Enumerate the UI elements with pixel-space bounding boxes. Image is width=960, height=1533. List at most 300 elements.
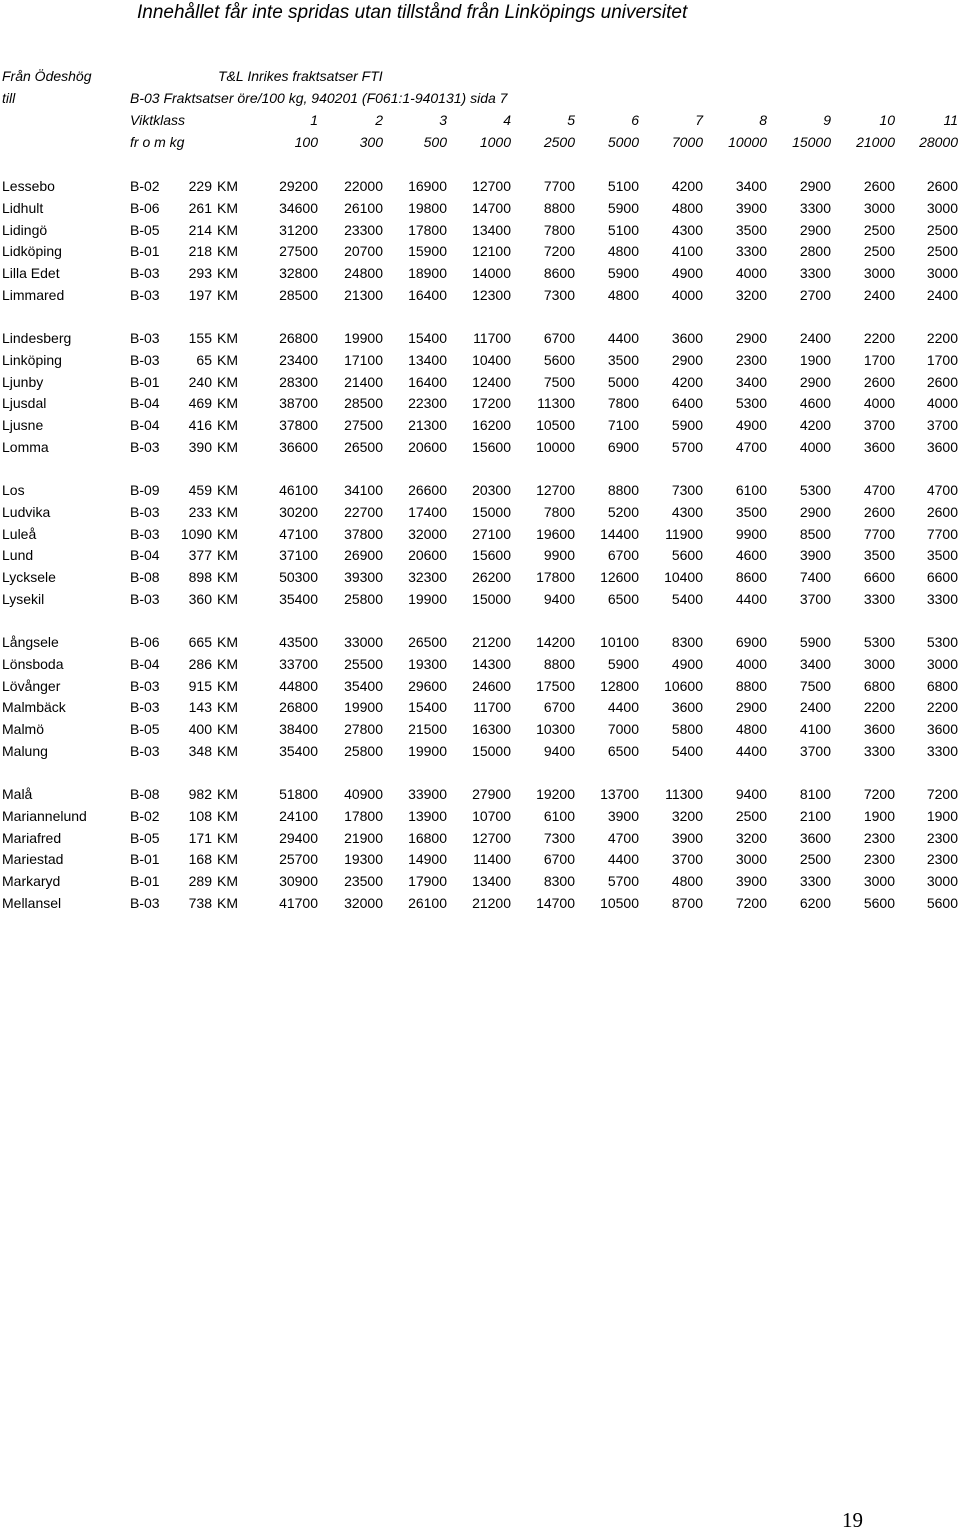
- distance-value: 233: [188, 503, 212, 520]
- destination-name: Ljusdal: [2, 395, 47, 412]
- rate-cell: 5400: [671, 590, 703, 607]
- rate-cell: 3600: [926, 438, 958, 455]
- rate-cell: 35400: [344, 677, 383, 694]
- rate-cell: 3600: [671, 699, 703, 716]
- distance-unit: KM: [217, 330, 238, 346]
- rate-cell: 2200: [863, 330, 895, 346]
- rate-cell: 2600: [863, 503, 895, 520]
- rate-cell: 3300: [926, 742, 958, 759]
- distance-unit: KM: [217, 438, 238, 455]
- rate-cell: 3000: [926, 199, 958, 216]
- rate-cell: 9400: [735, 786, 767, 802]
- destination-name: Lycksele: [2, 569, 56, 585]
- rate-cell: 8800: [607, 482, 639, 498]
- rate-cell: 2900: [735, 330, 767, 346]
- rate-cell: 25800: [344, 590, 383, 607]
- rate-cell: 5000: [607, 373, 639, 390]
- rate-cell: 2200: [863, 699, 895, 716]
- rate-cell: 5700: [671, 438, 703, 455]
- distance-unit: KM: [217, 286, 238, 303]
- rate-cell: 4700: [607, 829, 639, 846]
- class-number: 2: [375, 112, 383, 128]
- rate-cell: 2300: [735, 351, 767, 368]
- destination-name: Malå: [2, 786, 33, 802]
- distance-unit: KM: [217, 634, 238, 650]
- rate-cell: 17800: [408, 221, 447, 238]
- rate-cell: 1900: [863, 807, 895, 824]
- rate-cell: 3000: [926, 655, 958, 672]
- rate-cell: 31200: [279, 221, 318, 238]
- rate-cell: 19300: [408, 655, 447, 672]
- distance-value: 286: [188, 655, 212, 672]
- rate-cell: 2300: [863, 829, 895, 846]
- distance-unit: KM: [217, 373, 238, 390]
- rate-cell: 21400: [344, 373, 383, 390]
- distance-unit: KM: [217, 199, 238, 216]
- rate-cell: 10300: [536, 721, 575, 737]
- rate-cell: 5900: [607, 265, 639, 281]
- till-label: till: [2, 90, 16, 106]
- rate-cell: 5300: [799, 482, 831, 498]
- class-number: 6: [631, 112, 639, 128]
- destination-name: Ljusne: [2, 417, 44, 433]
- destination-name: Lövånger: [2, 677, 61, 694]
- destination-name: Mariannelund: [2, 807, 87, 824]
- rate-cell: 2900: [799, 221, 831, 238]
- zone-code: B-03: [130, 677, 160, 694]
- rate-cell: 13400: [472, 221, 511, 238]
- rate-cell: 3300: [863, 742, 895, 759]
- rate-cell: 1700: [926, 351, 958, 368]
- rate-cell: 2300: [863, 851, 895, 868]
- rate-cell: 12700: [472, 178, 511, 194]
- zone-code: B-08: [130, 786, 160, 802]
- distance-value: 214: [188, 221, 212, 238]
- distance-value: 289: [188, 873, 212, 889]
- rate-cell: 24600: [472, 677, 511, 694]
- class-number: 3: [439, 112, 447, 128]
- zone-code: B-09: [130, 482, 160, 498]
- class-number: 4: [503, 112, 511, 128]
- weight-threshold: 300: [359, 134, 383, 150]
- distance-value: 360: [188, 590, 212, 607]
- distance-unit: KM: [217, 482, 238, 498]
- rate-cell: 5800: [671, 721, 703, 737]
- weight-threshold: 500: [423, 134, 447, 150]
- rate-cell: 21300: [408, 417, 447, 433]
- rate-cell: 12600: [600, 569, 639, 585]
- rate-cell: 30900: [279, 873, 318, 889]
- rate-cell: 4700: [863, 482, 895, 498]
- rate-cell: 7500: [543, 373, 575, 390]
- rate-cell: 4100: [799, 721, 831, 737]
- rate-cell: 19900: [408, 742, 447, 759]
- rate-cell: 33000: [344, 634, 383, 650]
- rate-cell: 6600: [926, 569, 958, 585]
- rate-cell: 5900: [799, 634, 831, 650]
- destination-name: Mariestad: [2, 851, 64, 868]
- rate-cell: 11900: [665, 525, 703, 542]
- destination-name: Lessebo: [2, 178, 55, 194]
- rate-cell: 4600: [799, 395, 831, 412]
- distance-value: 915: [188, 677, 212, 694]
- rate-cell: 20600: [408, 438, 447, 455]
- distance-value: 738: [188, 894, 212, 911]
- rate-cell: 35400: [279, 590, 318, 607]
- rate-cell: 3500: [926, 547, 958, 564]
- zone-code: B-01: [130, 851, 160, 868]
- rate-cell: 18900: [408, 265, 447, 281]
- rate-cell: 51800: [279, 786, 318, 802]
- rate-cell: 17400: [408, 503, 447, 520]
- zone-code: B-02: [130, 178, 160, 194]
- rate-cell: 3900: [735, 873, 767, 889]
- rate-cell: 32800: [279, 265, 318, 281]
- rate-cell: 15400: [408, 699, 447, 716]
- rate-cell: 15600: [472, 438, 511, 455]
- zone-code: B-03: [130, 286, 160, 303]
- rate-cell: 33900: [408, 786, 447, 802]
- destination-name: Limmared: [2, 286, 65, 303]
- zone-code: B-03: [130, 351, 160, 368]
- rate-cell: 17100: [344, 351, 383, 368]
- distance-unit: KM: [217, 807, 238, 824]
- rate-cell: 15000: [472, 590, 511, 607]
- rate-cell: 4800: [671, 199, 703, 216]
- rate-cell: 7800: [543, 221, 575, 238]
- rate-cell: 3300: [799, 265, 831, 281]
- rate-cell: 2900: [671, 351, 703, 368]
- rate-cell: 11300: [537, 395, 575, 412]
- rate-cell: 7700: [543, 178, 575, 194]
- zone-code: B-01: [130, 373, 160, 390]
- rate-cell: 1900: [926, 807, 958, 824]
- distance-unit: KM: [217, 265, 238, 281]
- rate-cell: 6500: [607, 742, 639, 759]
- distance-value: 218: [188, 243, 212, 260]
- rate-cell: 4400: [607, 851, 639, 868]
- distance-value: 400: [188, 721, 212, 737]
- rate-cell: 28300: [279, 373, 318, 390]
- rate-cell: 3900: [671, 829, 703, 846]
- rate-cell: 35400: [279, 742, 318, 759]
- rate-cell: 4700: [735, 438, 767, 455]
- rate-cell: 16800: [408, 829, 447, 846]
- rate-cell: 4000: [863, 395, 895, 412]
- weight-threshold: 21000: [856, 134, 895, 150]
- rate-cell: 17900: [408, 873, 447, 889]
- rate-cell: 3500: [735, 503, 767, 520]
- weight-threshold: 5000: [607, 134, 639, 150]
- rate-cell: 19600: [536, 525, 575, 542]
- rate-cell: 4800: [607, 286, 639, 303]
- rate-cell: 7200: [863, 786, 895, 802]
- rate-cell: 3000: [863, 655, 895, 672]
- zone-code: B-04: [130, 655, 160, 672]
- rate-cell: 8800: [735, 677, 767, 694]
- rate-cell: 11300: [665, 786, 703, 802]
- rate-cell: 3900: [607, 807, 639, 824]
- rate-cell: 2600: [926, 373, 958, 390]
- rate-cell: 28500: [344, 395, 383, 412]
- rate-cell: 9400: [543, 742, 575, 759]
- distance-value: 197: [188, 286, 212, 303]
- rate-cell: 5700: [607, 873, 639, 889]
- distance-unit: KM: [217, 699, 238, 716]
- rate-cell: 6900: [607, 438, 639, 455]
- zone-code: B-03: [130, 330, 160, 346]
- rate-cell: 7200: [735, 894, 767, 911]
- rate-cell: 7100: [607, 417, 639, 433]
- rate-cell: 8300: [543, 873, 575, 889]
- rate-cell: 43500: [279, 634, 318, 650]
- zone-code: B-04: [130, 417, 160, 433]
- rate-cell: 8300: [671, 634, 703, 650]
- rate-cell: 3000: [735, 851, 767, 868]
- rate-cell: 5600: [671, 547, 703, 564]
- rate-cell: 13700: [600, 786, 639, 802]
- distance-value: 229: [188, 178, 212, 194]
- distance-value: 171: [188, 829, 212, 846]
- rate-cell: 4800: [735, 721, 767, 737]
- rate-cell: 5900: [607, 199, 639, 216]
- class-number: 11: [943, 112, 958, 128]
- class-number: 9: [823, 112, 831, 128]
- rate-cell: 26500: [344, 438, 383, 455]
- rate-cell: 12700: [472, 829, 511, 846]
- rate-cell: 3700: [799, 742, 831, 759]
- from-label: Från Ödeshög: [2, 68, 92, 84]
- rate-cell: 27100: [472, 525, 511, 542]
- rate-cell: 4000: [735, 265, 767, 281]
- destination-name: Linköping: [2, 351, 62, 368]
- rate-cell: 1900: [799, 351, 831, 368]
- rate-cell: 19300: [344, 851, 383, 868]
- rate-cell: 19900: [344, 699, 383, 716]
- rate-cell: 6700: [543, 851, 575, 868]
- rate-cell: 25500: [344, 655, 383, 672]
- rate-cell: 12800: [600, 677, 639, 694]
- rate-cell: 2300: [926, 851, 958, 868]
- distance-value: 377: [188, 547, 212, 564]
- zone-code: B-06: [130, 634, 160, 650]
- rate-cell: 4900: [735, 417, 767, 433]
- rate-cell: 2500: [926, 243, 958, 260]
- destination-name: Malmbäck: [2, 699, 66, 716]
- rate-cell: 47100: [279, 525, 318, 542]
- rate-cell: 21500: [408, 721, 447, 737]
- rate-cell: 19900: [344, 330, 383, 346]
- zone-code: B-05: [130, 221, 160, 238]
- rate-cell: 2500: [926, 221, 958, 238]
- rate-cell: 5300: [926, 634, 958, 650]
- rate-cell: 10500: [600, 894, 639, 911]
- rate-cell: 7200: [926, 786, 958, 802]
- distance-unit: KM: [217, 829, 238, 846]
- weight-threshold: 7000: [671, 134, 703, 150]
- rate-cell: 2500: [863, 243, 895, 260]
- rate-cell: 3300: [735, 243, 767, 260]
- rate-cell: 2600: [926, 178, 958, 194]
- rate-cell: 15000: [472, 503, 511, 520]
- rate-cell: 27500: [279, 243, 318, 260]
- distance-unit: KM: [217, 677, 238, 694]
- rate-cell: 21200: [472, 634, 511, 650]
- rate-cell: 16400: [408, 373, 447, 390]
- rate-cell: 6700: [607, 547, 639, 564]
- rate-cell: 16400: [408, 286, 447, 303]
- rate-cell: 32000: [408, 525, 447, 542]
- rate-cell: 3300: [926, 590, 958, 607]
- rate-cell: 10400: [472, 351, 511, 368]
- rate-cell: 2500: [735, 807, 767, 824]
- destination-name: Mariafred: [2, 829, 62, 846]
- rate-cell: 7800: [543, 503, 575, 520]
- rate-cell: 7700: [863, 525, 895, 542]
- rate-cell: 4800: [607, 243, 639, 260]
- rate-cell: 4000: [735, 655, 767, 672]
- rate-cell: 50300: [279, 569, 318, 585]
- rate-cell: 14200: [536, 634, 575, 650]
- zone-code: B-05: [130, 829, 160, 846]
- class-number: 10: [879, 112, 895, 128]
- distance-unit: KM: [217, 742, 238, 759]
- destination-name: Ljunby: [2, 373, 44, 390]
- rate-cell: 26500: [408, 634, 447, 650]
- rate-cell: 14400: [600, 525, 639, 542]
- rate-cell: 26900: [344, 547, 383, 564]
- rate-cell: 5900: [607, 655, 639, 672]
- destination-name: Lilla Edet: [2, 265, 60, 281]
- zone-code: B-04: [130, 395, 160, 412]
- rate-cell: 11400: [473, 851, 511, 868]
- rate-cell: 4200: [671, 373, 703, 390]
- destination-name: Lomma: [2, 438, 49, 455]
- rate-cell: 22300: [408, 395, 447, 412]
- rate-cell: 40900: [344, 786, 383, 802]
- copyright-banner: Innehållet får inte spridas utan tillstånd från Linköpings universitet: [137, 2, 688, 23]
- rate-cell: 2200: [926, 330, 958, 346]
- weight-threshold: 100: [294, 134, 318, 150]
- destination-name: Lönsboda: [2, 655, 64, 672]
- distance-value: 261: [188, 199, 212, 216]
- rate-cell: 12400: [472, 373, 511, 390]
- distance-unit: KM: [217, 525, 238, 542]
- destination-name: Mellansel: [2, 894, 62, 911]
- distance-unit: KM: [217, 721, 238, 737]
- rate-cell: 21300: [344, 286, 383, 303]
- rate-cell: 9400: [543, 590, 575, 607]
- zone-code: B-01: [130, 243, 160, 260]
- rate-cell: 5100: [607, 178, 639, 194]
- zone-code: B-03: [130, 894, 160, 911]
- rate-cell: 4600: [735, 547, 767, 564]
- rate-cell: 19800: [408, 199, 447, 216]
- weight-threshold: 10000: [728, 134, 767, 150]
- weight-threshold: 15000: [792, 134, 831, 150]
- rate-cell: 8700: [671, 894, 703, 911]
- rate-cell: 2600: [863, 178, 895, 194]
- rate-cell: 11700: [473, 699, 511, 716]
- rate-cell: 23500: [344, 873, 383, 889]
- distance-value: 665: [188, 634, 212, 650]
- rate-cell: 3200: [735, 286, 767, 303]
- rate-cell: 5600: [863, 894, 895, 911]
- distance-value: 1090: [180, 525, 212, 542]
- destination-name: Lidhult: [2, 199, 44, 216]
- rate-cell: 23400: [279, 351, 318, 368]
- weight-label: fr o m kg: [130, 134, 185, 150]
- rate-cell: 4400: [735, 590, 767, 607]
- rate-cell: 14000: [472, 265, 511, 281]
- rate-cell: 38700: [279, 395, 318, 412]
- zone-code: B-03: [130, 742, 160, 759]
- rate-cell: 9900: [543, 547, 575, 564]
- rate-cell: 10700: [472, 807, 511, 824]
- rate-cell: 26600: [408, 482, 447, 498]
- rate-cell: 27500: [344, 417, 383, 433]
- rate-cell: 4700: [926, 482, 958, 498]
- rate-cell: 3600: [863, 438, 895, 455]
- rate-cell: 25700: [279, 851, 318, 868]
- rate-cell: 8100: [799, 786, 831, 802]
- rate-cell: 13900: [408, 807, 447, 824]
- rate-cell: 2100: [799, 807, 831, 824]
- header-subtitle: B-03 Fraktsatser öre/100 kg, 940201 (F061:1-940131) sida 7: [130, 90, 508, 106]
- distance-unit: KM: [217, 221, 238, 238]
- rate-cell: 7300: [543, 829, 575, 846]
- rate-cell: 4000: [671, 286, 703, 303]
- rate-cell: 3000: [863, 873, 895, 889]
- distance-unit: KM: [217, 417, 238, 433]
- distance-unit: KM: [217, 894, 238, 911]
- distance-unit: KM: [217, 590, 238, 607]
- rate-cell: 24100: [279, 807, 318, 824]
- zone-code: B-03: [130, 503, 160, 520]
- destination-name: Lysekil: [2, 590, 45, 607]
- rate-cell: 15600: [472, 547, 511, 564]
- rate-cell: 4000: [926, 395, 958, 412]
- rate-cell: 15900: [408, 243, 447, 260]
- destination-name: Luleå: [2, 525, 37, 542]
- rate-cell: 6400: [671, 395, 703, 412]
- distance-unit: KM: [217, 503, 238, 520]
- rate-cell: 8800: [543, 655, 575, 672]
- distance-value: 348: [188, 742, 212, 759]
- rate-cell: 3900: [735, 199, 767, 216]
- rate-cell: 27800: [344, 721, 383, 737]
- rate-cell: 2300: [926, 829, 958, 846]
- destination-name: Malmö: [2, 721, 45, 737]
- zone-code: B-03: [130, 699, 160, 716]
- class-number: 1: [310, 112, 318, 128]
- rate-cell: 37800: [279, 417, 318, 433]
- rate-cell: 2500: [799, 851, 831, 868]
- destination-name: Los: [2, 482, 25, 498]
- rate-cell: 26100: [344, 199, 383, 216]
- rate-cell: 10400: [664, 569, 703, 585]
- rate-cell: 7700: [926, 525, 958, 542]
- rate-cell: 4400: [607, 330, 639, 346]
- rate-cell: 3200: [735, 829, 767, 846]
- rate-cell: 4900: [671, 655, 703, 672]
- rate-cell: 16200: [472, 417, 511, 433]
- rate-cell: 3600: [863, 721, 895, 737]
- rate-cell: 6200: [799, 894, 831, 911]
- zone-code: B-05: [130, 721, 160, 737]
- rate-cell: 26200: [472, 569, 511, 585]
- distance-unit: KM: [217, 547, 238, 564]
